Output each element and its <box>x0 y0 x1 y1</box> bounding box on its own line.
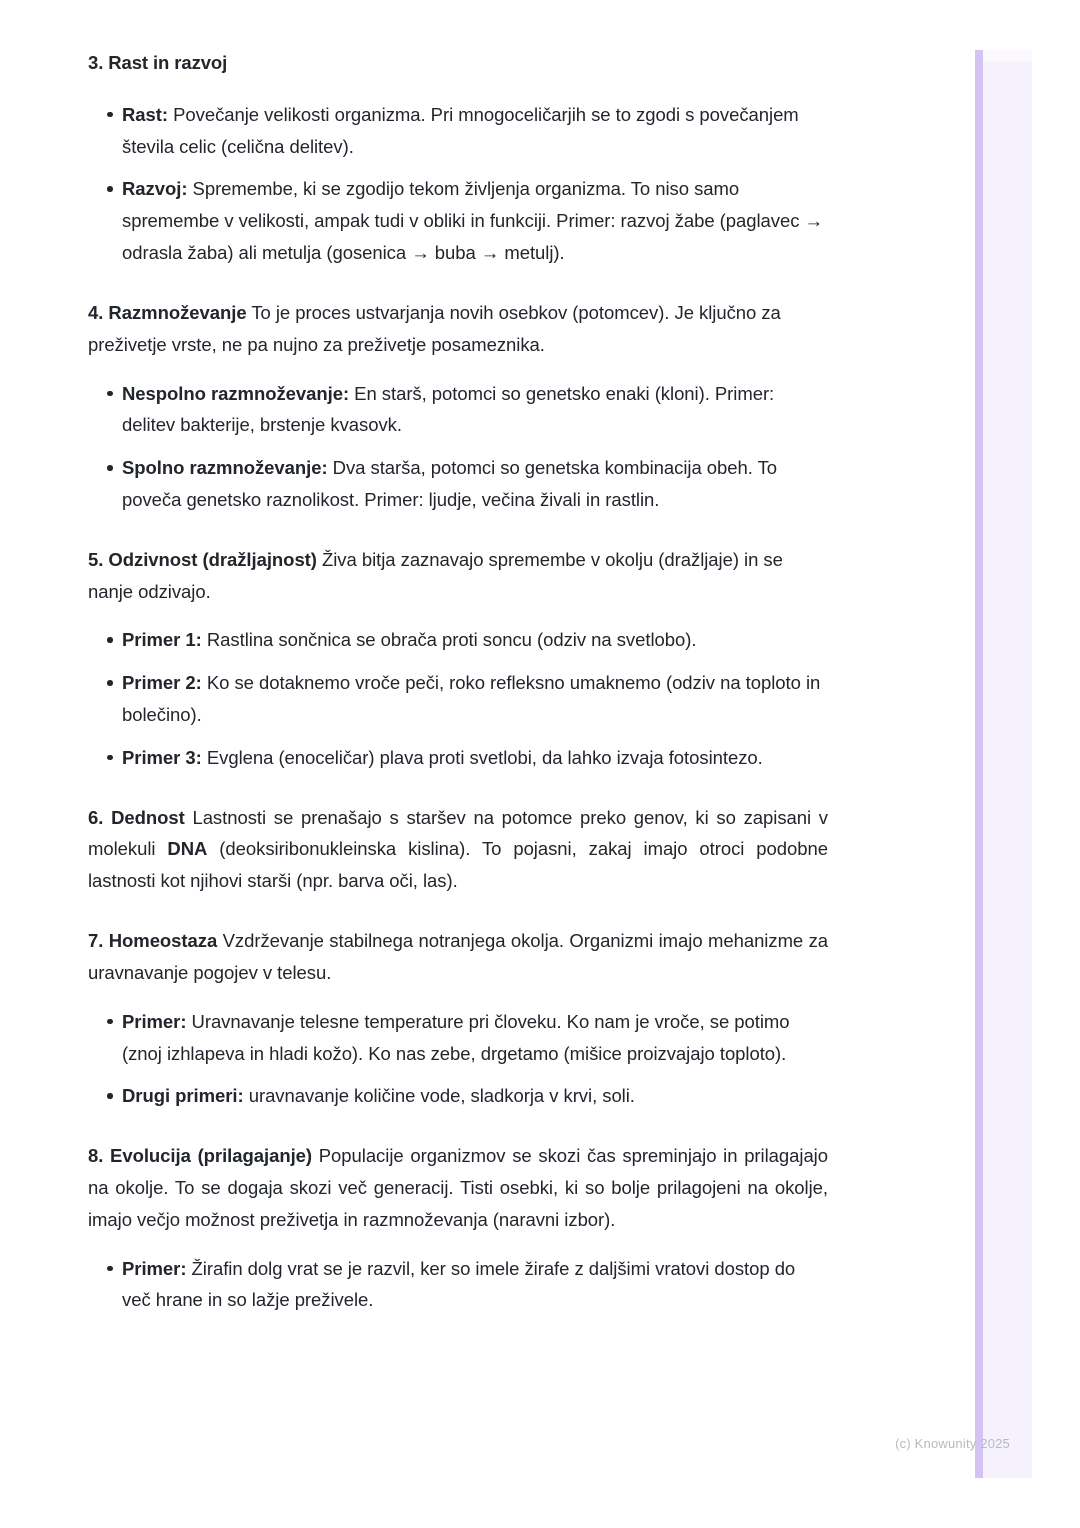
bullet-list-razmnozevanje <box>88 378 828 516</box>
list-item-text: Dva starša, potomci so genetska kombinacija obeh. To poveča genetsko raznolikost. Primer: ljudje, večina živali in rastlin. <box>122 457 778 510</box>
list-item <box>122 624 828 656</box>
list-item-text: Ko se dotaknemo vroče peči, roko refleksno umaknemo (odziv na toploto in bolečino). <box>122 672 821 725</box>
document-body <box>88 50 828 1323</box>
bullet-list-odzivnost <box>88 624 828 773</box>
section-paragraph-text: Vzdrževanje stabilnega notranjega okolja. Organizmi imajo mehanizme za uravnavanje pogojev v telesu. <box>88 930 829 983</box>
spacer <box>88 523 828 544</box>
list-item <box>122 99 828 163</box>
list-item-label: Primer 2: <box>122 672 202 694</box>
list-item-label: Nespolno razmnoževanje: <box>122 382 350 404</box>
spacer <box>88 996 828 1006</box>
list-item-text: Uravnavanje telesne temperature pri človeku. Ko nam je vroče, se potimo (znoj izhlapeva in hladi kožo). Ko nas zebe, drgetamo (mišice proizvajajo toploto). <box>122 1010 790 1064</box>
list-item <box>122 1080 828 1112</box>
page-title: 3. Rast in razvoj <box>88 52 228 73</box>
list-item-text: En starš, potomci so genetsko enaki (kloni). Primer: delitev bakterije, brstenje kvasovk. <box>122 382 775 436</box>
section-paragraph-text-b: (deoksiribonukleinska kislina). To pojasni, zakaj imajo otroci podobne lastnosti kot njihovi starši (npr. barva oči, las). <box>88 838 828 892</box>
section-heading-inline: 6. Dednost <box>88 806 185 828</box>
spacer <box>88 781 828 802</box>
section-paragraph-text: Živa bitja zaznavajo spremembe v okolju (dražljaje) in se nanje odzivajo. <box>88 548 783 602</box>
list-item-label: Drugi primeri: <box>122 1085 244 1107</box>
list-item-text: Žirafin dolg vrat se je razvil, ker so imele žirafe z daljšimi vratovi dostop do več hrane in so lažje preživele. <box>122 1257 796 1311</box>
section-paragraph-text: Populacije organizmov se skozi čas spreminjajo in prilagajajo na okolje. To se dogaja skozi več generacij. Tisti osebki, ki so bolje prilagojeni na okolje, imajo večjo možnost preživetja in razmnoževanja (naravni izbor). <box>88 1145 828 1230</box>
decorative-side-panel <box>975 50 1032 1478</box>
list-item-label: Rast: <box>122 103 169 125</box>
list-item <box>122 1006 828 1070</box>
list-item <box>122 742 828 774</box>
list-item <box>122 667 828 731</box>
section-paragraph-razmnozevanje <box>88 297 828 361</box>
list-item-label: Razvoj: <box>122 178 188 200</box>
spacer <box>88 1119 828 1140</box>
bullet-list-homeostaza <box>88 1006 828 1112</box>
section-heading-inline: 5. Odzivnost (dražljajnost) <box>88 548 317 570</box>
list-item-label: Primer: <box>122 1257 187 1279</box>
bullet-list-evolucija <box>88 1253 828 1317</box>
list-item-label: Primer 1: <box>122 629 202 651</box>
list-item-text: Rastlina sončnica se obrača proti soncu (odziv na svetlobo). <box>201 629 697 651</box>
section-paragraph-text-a: Lastnosti se prenašajo s staršev na potomce preko genov, ki so zapisani v molekuli <box>88 806 828 860</box>
list-item <box>122 173 828 268</box>
list-item <box>122 1253 828 1317</box>
spacer <box>88 614 828 624</box>
inline-term-dna: DNA <box>167 838 208 860</box>
section-heading-inline: 7. Homeostaza <box>88 930 218 952</box>
list-item-label: Primer 3: <box>122 746 202 768</box>
spacer <box>88 276 828 297</box>
section-paragraph-homeostaza <box>88 925 828 989</box>
section-paragraph-evolucija <box>88 1140 828 1235</box>
side-panel-sheen <box>983 50 1032 62</box>
list-item <box>122 452 828 516</box>
section-paragraph-text: To je proces ustvarjanja novih osebkov (potomcev). Je ključno za preživetje vrste, ne pa nujno za preživetje posameznika. <box>88 301 781 355</box>
list-item-text: Povečanje velikosti organizma. Pri mnogoceličarjih se to zgodi s povečanjem števila celic (celična delitev). <box>122 103 799 157</box>
spacer <box>88 368 828 378</box>
section-heading-inline: 4. Razmnoževanje <box>88 301 247 323</box>
list-item <box>122 378 828 442</box>
list-item-label: Primer: <box>122 1010 187 1032</box>
list-item-text: Evglena (enoceličar) plava proti svetlobi, da lahko izvaja fotosintezo. <box>201 746 763 768</box>
spacer <box>88 904 828 925</box>
list-item-text: uravnavanje količine vode, sladkorja v krvi, soli. <box>243 1085 635 1107</box>
section-heading-inline: 8. Evolucija (prilagajanje) <box>88 1145 313 1167</box>
list-item-label: Spolno razmnoževanje: <box>122 457 328 479</box>
list-item-text: Spremembe, ki se zgodijo tekom življenja organizma. To niso samo spremembe v velikosti, ampak tudi v obliki in funkciji. Primer: razvoj žabe (paglavec → odrasla žaba) ali metulja (gosenica → buba → metulj). <box>122 178 823 264</box>
bullet-list-rast-in-razvoj <box>88 99 828 269</box>
copyright-watermark: (c) Knowunity 2025 <box>895 1436 1010 1451</box>
section-paragraph-odzivnost <box>88 544 828 608</box>
spacer <box>88 1243 828 1253</box>
section-paragraph-dednost <box>88 802 828 897</box>
